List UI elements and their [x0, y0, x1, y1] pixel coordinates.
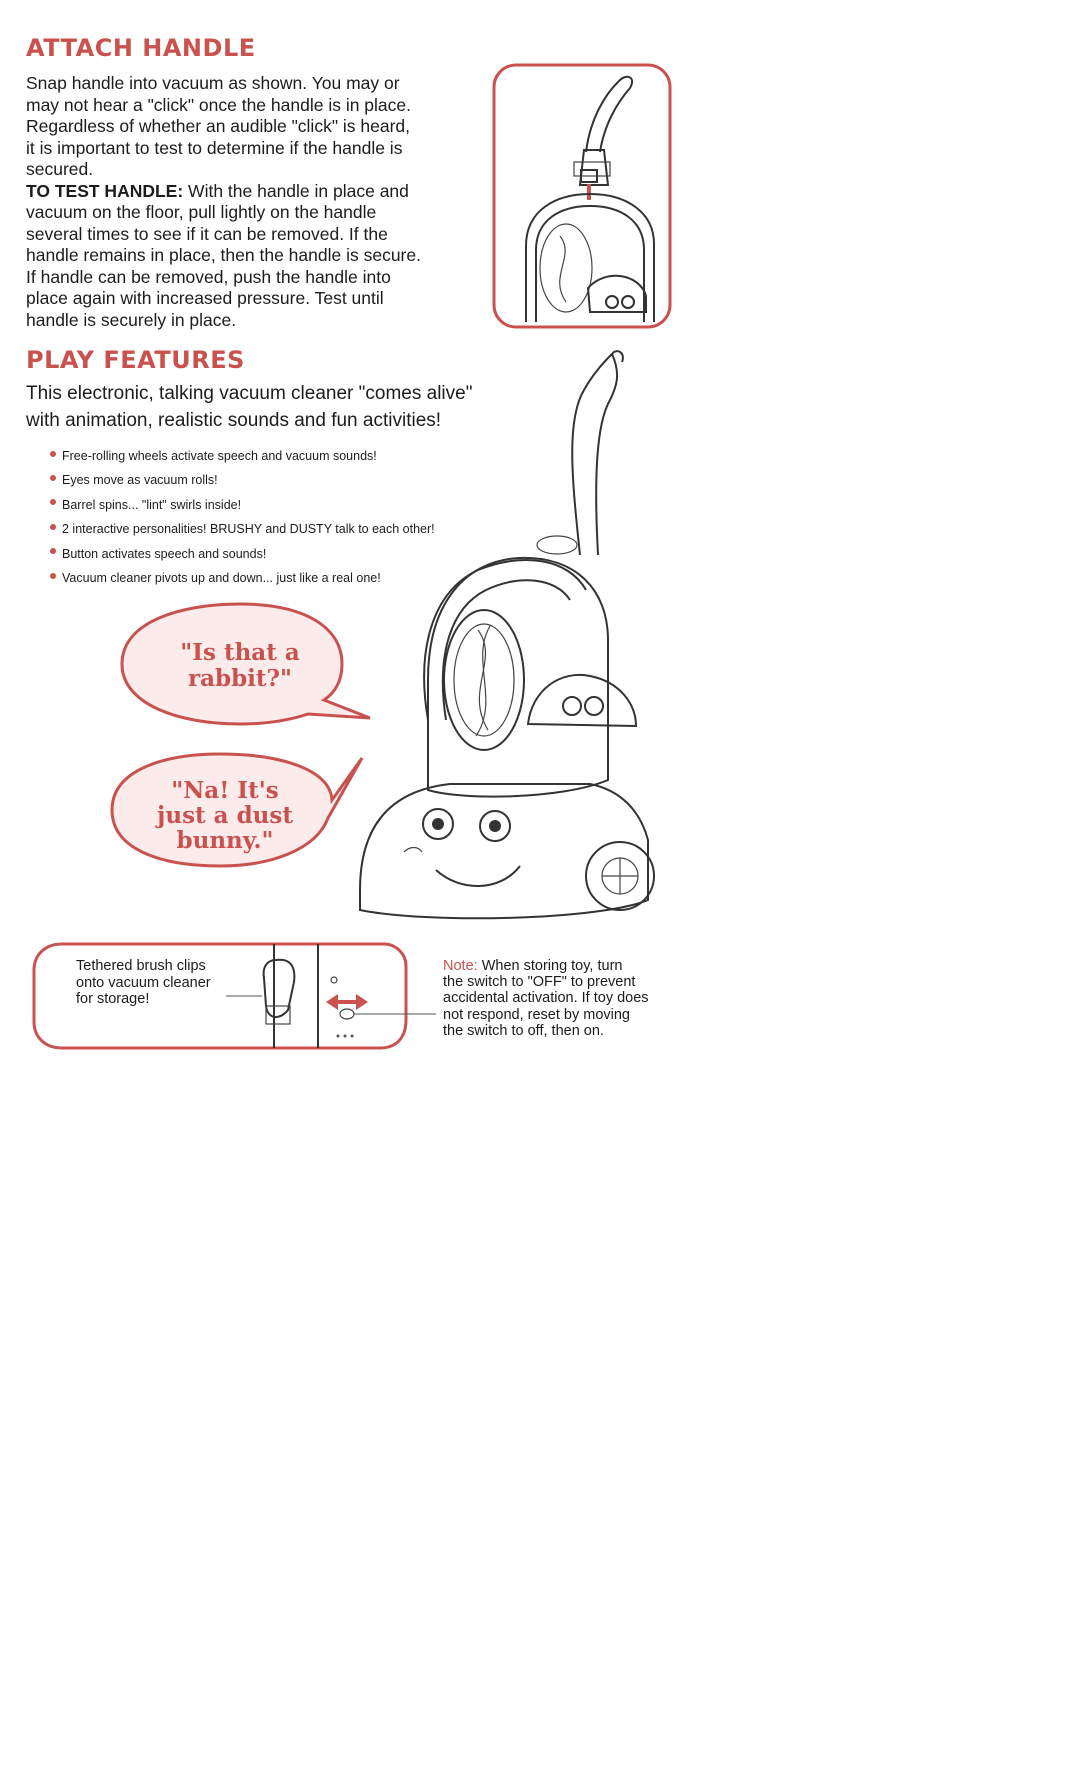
attach-line: Snap handle into vacuum as shown. You may or	[26, 73, 400, 93]
feature-item	[50, 542, 435, 566]
test-handle-label: TO TEST HANDLE:	[26, 180, 184, 201]
attach-line: Regardless of whether an audible "click" is heard,	[26, 116, 411, 136]
test-handle-first-line	[26, 181, 476, 203]
bullet-icon	[50, 451, 56, 457]
speech-bubble-1-text	[140, 640, 340, 692]
note-line: the switch to off, then on.	[443, 1022, 604, 1039]
feature-item	[50, 493, 435, 517]
intro-line: with animation, realistic sounds and fun activities!	[26, 410, 442, 431]
speech-bubble-2-text	[130, 778, 320, 853]
note-first-line	[443, 958, 683, 974]
feature-item	[50, 517, 435, 541]
intro-line: This electronic, talking vacuum cleaner "comes alive"	[26, 383, 473, 404]
test-line: handle is securely in place.	[26, 309, 237, 330]
note-line: not respond, reset by moving	[443, 1006, 630, 1023]
feature-text: Barrel spins... "lint" swirls inside!	[62, 497, 242, 512]
test-line: several times to see if it can be removed. If the	[26, 223, 388, 244]
feature-item	[50, 444, 435, 468]
attach-line: may not hear a "click" once the handle is in place.	[26, 94, 411, 115]
storage-note	[443, 958, 683, 1039]
test-line: With the handle in place and	[183, 180, 409, 201]
feature-text: 2 interactive personalities! BRUSHY and DUSTY talk to each other!	[62, 522, 435, 537]
handle-inset-illustration	[494, 65, 670, 327]
test-line: vacuum on the floor, pull lightly on the handle	[26, 202, 377, 222]
bullet-icon	[50, 524, 56, 530]
play-features-intro	[26, 380, 546, 434]
bullet-icon	[50, 499, 56, 505]
bullet-icon	[50, 573, 56, 579]
storage-line: for storage!	[76, 991, 150, 1007]
note-line: accidental activation. If toy does	[443, 990, 649, 1007]
test-line: place again with increased pressure. Test until	[26, 288, 384, 308]
note-label: Note:	[443, 958, 478, 974]
attach-handle-heading: ATTACH HANDLE	[26, 34, 256, 62]
note-line: the switch to "OFF" to prevent	[443, 974, 636, 991]
vacuum-cleaner-illustration	[360, 351, 654, 918]
feature-text: Vacuum cleaner pivots up and down... just like a real one!	[62, 570, 381, 585]
test-line: handle remains in place, then the handle is secure.	[26, 245, 421, 265]
bullet-icon	[50, 548, 56, 554]
storage-caption	[76, 958, 256, 1008]
bubble-line: just a dust	[157, 802, 293, 829]
attach-line: secured.	[26, 159, 94, 179]
storage-line: onto vacuum cleaner	[76, 974, 211, 991]
feature-text: Free-rolling wheels activate speech and vacuum sounds!	[62, 449, 377, 463]
feature-item	[50, 468, 435, 492]
bubble-line: "Is that a	[180, 639, 300, 666]
feature-text: Button activates speech and sounds!	[62, 546, 267, 561]
feature-text: Eyes move as vacuum rolls!	[62, 473, 218, 488]
note-line: When storing toy, turn	[477, 958, 623, 974]
storage-line: Tethered brush clips	[76, 958, 206, 974]
bubble-line: rabbit?"	[187, 665, 292, 692]
feature-list	[50, 444, 435, 590]
attach-handle-body	[26, 73, 476, 331]
bubble-line: bunny."	[176, 827, 274, 854]
bullet-icon	[50, 475, 56, 481]
feature-item	[50, 566, 435, 590]
attach-line: it is important to test to determine if the handle is	[26, 137, 403, 158]
play-features-heading: PLAY FEATURES	[26, 346, 245, 374]
bubble-line: "Na! It's	[171, 777, 279, 804]
test-line: If handle can be removed, push the handle into	[26, 266, 391, 287]
